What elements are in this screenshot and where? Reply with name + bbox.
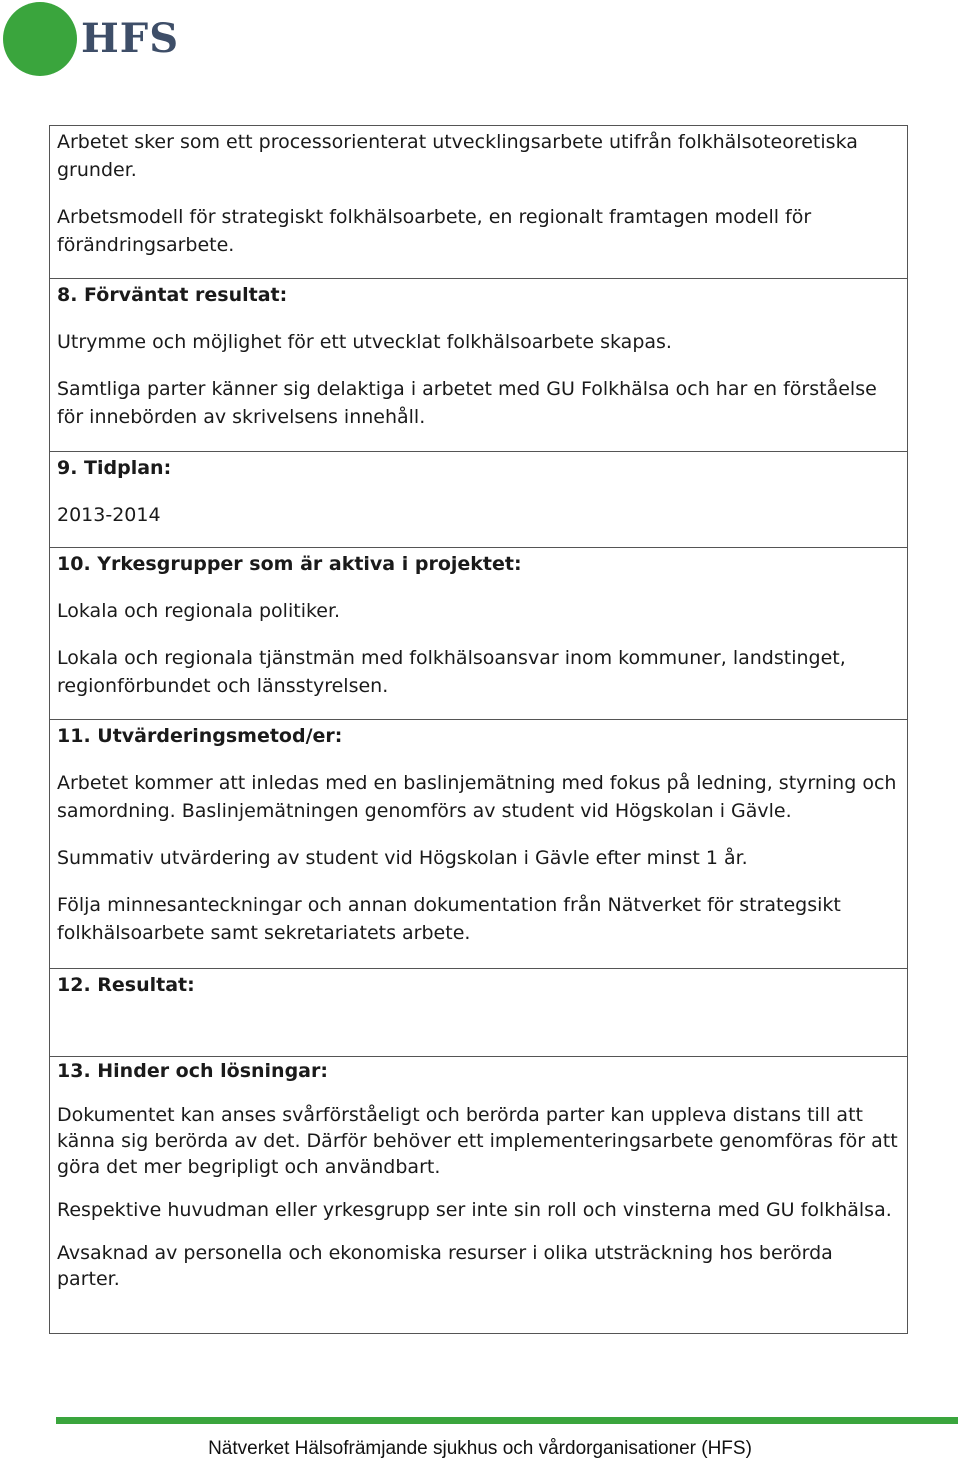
paragraph: Samtliga parter känner sig delaktiga i arbetet med GU Folkhälsa och har en förståelse för innebörden av skrivelsens innehåll. bbox=[57, 378, 877, 428]
logo-text: HFS bbox=[81, 15, 180, 62]
paragraph: Utrymme och möjlighet för ett utvecklat folkhälsoarbete skapas. bbox=[57, 331, 672, 353]
paragraph: Lokala och regionala politiker. bbox=[57, 600, 341, 622]
table-row bbox=[50, 452, 908, 548]
paragraph: 2013-2014 bbox=[57, 504, 161, 526]
table-row bbox=[50, 126, 908, 279]
paragraph: Avsaknad av personella och ekonomiska resurser i olika utsträckning hos berörda parter. bbox=[57, 1242, 833, 1290]
section-heading: 9. Tidplan: bbox=[57, 457, 172, 479]
section-heading: 8. Förväntat resultat: bbox=[57, 284, 288, 306]
table-row bbox=[50, 279, 908, 452]
hfs-logo bbox=[3, 2, 193, 78]
table-row bbox=[50, 548, 908, 720]
section-heading: 11. Utvärderingsmetod/er: bbox=[57, 725, 343, 747]
footer-text: Nätverket Hälsofrämjande sjukhus och vårdorganisationer (HFS) bbox=[208, 1438, 752, 1459]
table-row bbox=[50, 1057, 908, 1334]
paragraph: Dokumentet kan anses svårförståeligt och berörda parter kan uppleva distans till att känna sig berörda av det. Därför behöver ett implementeringsarbete genomföras för att göra det mer begripligt och användbart. bbox=[57, 1104, 898, 1178]
section-heading: 12. Resultat: bbox=[57, 974, 195, 996]
table-row bbox=[50, 969, 908, 1057]
paragraph: Arbetsmodell för strategiskt folkhälsoarbete, en regionalt framtagen modell för förändringsarbete. bbox=[57, 206, 812, 256]
logo-circle-icon bbox=[3, 2, 77, 76]
paragraph: Respektive huvudman eller yrkesgrupp ser inte sin roll och vinsterna med GU folkhälsa. bbox=[57, 1199, 892, 1221]
paragraph: Följa minnesanteckningar och annan dokumentation från Nätverket för strategsikt folkhälsoarbete samt sekretariatets arbete. bbox=[57, 894, 841, 944]
document-table bbox=[49, 125, 908, 1334]
paragraph: Arbetet sker som ett processorienterat utvecklingsarbete utifrån folkhälsoteoretiska grunder. bbox=[57, 131, 858, 181]
table-row bbox=[50, 720, 908, 969]
paragraph: Summativ utvärdering av student vid Högskolan i Gävle efter minst 1 år. bbox=[57, 847, 748, 869]
paragraph: Lokala och regionala tjänstmän med folkhälsoansvar inom kommuner, landstinget, regionförbundet och länsstyrelsen. bbox=[57, 647, 846, 697]
section-heading: 10. Yrkesgrupper som är aktiva i projektet: bbox=[57, 553, 522, 575]
footer-rule bbox=[56, 1417, 958, 1424]
section-heading: 13. Hinder och lösningar: bbox=[57, 1060, 328, 1082]
paragraph: Arbetet kommer att inledas med en baslinjemätning med fokus på ledning, styrning och samordning. Baslinjemätningen genomförs av student vid Högskolan i Gävle. bbox=[57, 772, 897, 822]
